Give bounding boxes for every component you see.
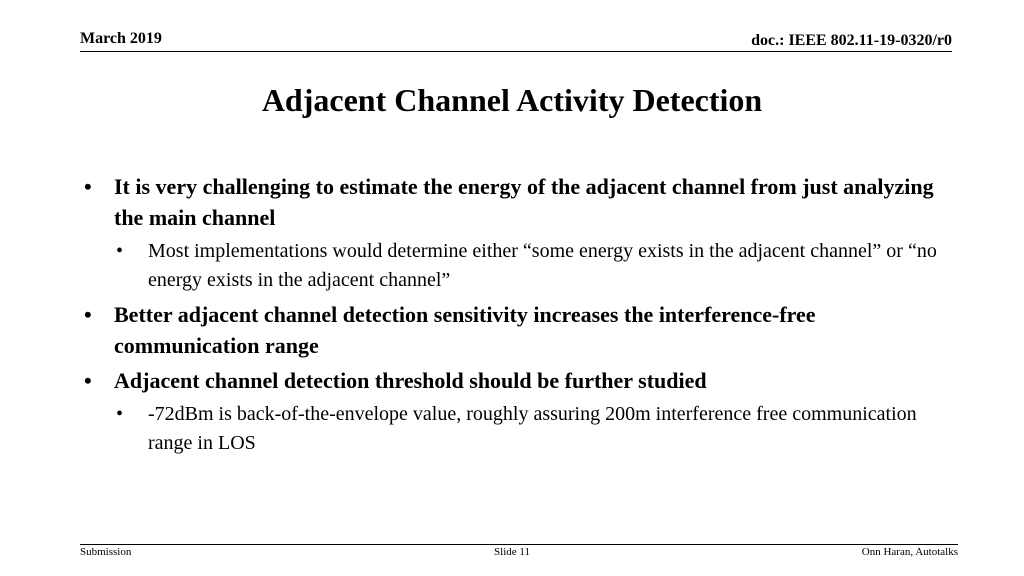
bullet-2-text: Better adjacent channel detection sensitivity increases the interference-free communication range (114, 302, 816, 358)
sub-bullet-3-1 (114, 400, 944, 458)
bullet-1-text: It is very challenging to estimate the energy of the adjacent channel from just analyzing the main channel (114, 174, 934, 230)
header-date: March 2019 (80, 30, 162, 47)
bullet-3 (84, 365, 944, 396)
bullet-dot-icon: • (84, 368, 92, 393)
bullet-dot-icon: • (84, 302, 92, 327)
header-doc-id: doc.: IEEE 802.11-19-0320/r0 (751, 32, 952, 49)
slide-content (84, 171, 944, 462)
sub-bullet-3-1-text: -72dBm is back-of-the-envelope value, roughly assuring 200m interference free communication range in LOS (148, 403, 917, 454)
header-divider (80, 51, 952, 52)
sub-bullet-1-1-text: Most implementations would determine either “some energy exists in the adjacent channel” or “no energy exists in the adjacent channel” (148, 240, 937, 291)
bullet-dot-icon: • (84, 174, 92, 199)
footer-divider (80, 544, 958, 545)
sub-bullet-1-1 (114, 237, 944, 295)
sub-bullet-dot-icon: • (116, 240, 124, 262)
footer-author: Onn Haran, Autotalks (861, 546, 958, 558)
bullet-2 (84, 299, 944, 361)
footer-submission: Submission (80, 546, 132, 558)
bullet-1 (84, 171, 944, 233)
bullet-3-text: Adjacent channel detection threshold should be further studied (114, 368, 707, 393)
sub-bullet-dot-icon: • (116, 403, 124, 425)
footer-slide-number: Slide 11 (494, 546, 530, 558)
slide-title: Adjacent Channel Activity Detection (261, 82, 763, 118)
